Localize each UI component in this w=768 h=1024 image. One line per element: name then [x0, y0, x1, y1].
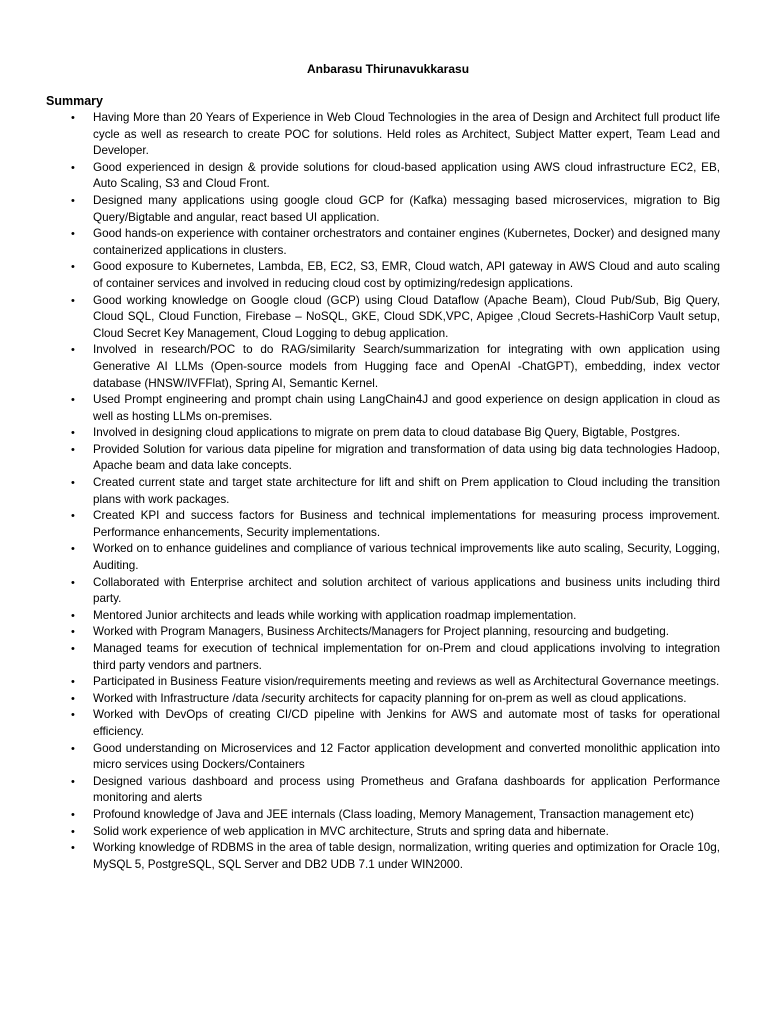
summary-item: [46, 641, 720, 674]
summary-item-text: Worked with Program Managers, Business Architects/Managers for Project planning, resourcing and budgeting.: [93, 625, 670, 639]
summary-item-text: Involved in research/POC to do RAG/similarity Search/summarization for integrating with own application using Generative AI LLMs (Open-source models from Hugging face and OpenAI -ChatGPT), embedding, index vector database (HNSW/IVFFlat), Spring AI, Semantic Kernel.: [93, 343, 720, 390]
summary-item: [46, 226, 720, 259]
summary-item: [46, 342, 720, 392]
summary-item-text: Good hands-on experience with container orchestrators and container engines (Kubernetes, Docker) and designed many containerized applications in clusters.: [93, 227, 720, 257]
bullet-icon: •: [71, 161, 75, 174]
summary-item-text: Created current state and target state architecture for lift and shift on Prem application to Cloud including the transition plans with work packages.: [93, 476, 720, 506]
summary-item: [46, 110, 720, 160]
bullet-icon: •: [71, 427, 75, 440]
summary-item: [46, 624, 720, 641]
summary-item: [46, 707, 720, 740]
bullet-icon: •: [71, 112, 75, 124]
summary-item: [46, 774, 720, 807]
bullet-icon: •: [71, 194, 75, 207]
summary-item-text: Good understanding on Microservices and 12 Factor application development and converted monolithic application into micro services using Dockers/Containers: [93, 741, 720, 772]
summary-item-text: Good experienced in design & provide solutions for cloud-based application using AWS cloud infrastructure EC2, EB, Auto Scaling, S3 and Cloud Front.: [93, 160, 720, 191]
bullet-icon: •: [71, 543, 75, 556]
summary-item-text: Designed many applications using google cloud GCP for (Kafka) messaging based microservices, migration to Big Query/Bigtable and angular, react based UI application.: [93, 193, 720, 224]
summary-item: [46, 674, 720, 691]
bullet-icon: •: [71, 609, 75, 622]
summary-item: [46, 160, 720, 193]
summary-item: [46, 824, 720, 841]
bullet-icon: •: [71, 808, 75, 821]
summary-item-text: Profound knowledge of Java and JEE internals (Class loading, Memory Management, Transaction management etc): [93, 807, 694, 821]
bullet-icon: •: [71, 825, 75, 838]
bullet-icon: •: [71, 394, 75, 407]
summary-item: [46, 259, 720, 292]
summary-item: [46, 475, 720, 508]
bullet-icon: •: [71, 742, 75, 755]
summary-item: [46, 392, 720, 425]
bullet-icon: •: [71, 842, 75, 855]
bullet-icon: •: [71, 261, 75, 274]
summary-item: [46, 541, 720, 574]
summary-item-text: Involved in designing cloud applications to migrate on prem data to cloud database Big Query, Bigtable, Postgres.: [93, 426, 681, 440]
summary-item: [46, 508, 720, 541]
summary-item-text: Having More than 20 Years of Experience in Web Cloud Technologies in the area of Design and Architect full product life cycle as well as research to create POC for solutions. Held roles as Architect, Subject Matter expert, Team Lead and Developer.: [93, 111, 720, 158]
summary-item: [46, 691, 720, 708]
summary-item: [46, 840, 720, 873]
summary-item-text: Collaborated with Enterprise architect and solution architect of various applications and business units including third party.: [93, 575, 720, 606]
bullet-icon: •: [71, 510, 75, 523]
summary-item-text: Used Prompt engineering and prompt chain using LangChain4J and good experience on design application in cloud as well as hosting LLMs on-premises.: [93, 393, 720, 423]
summary-item: [46, 608, 720, 625]
bullet-icon: •: [71, 775, 75, 788]
summary-item-text: Worked on to enhance guidelines and compliance of various technical improvements like auto scaling, Security, Logging, Auditing.: [93, 542, 720, 573]
bullet-icon: •: [71, 676, 75, 689]
summary-item-text: Working knowledge of RDBMS in the area of table design, normalization, writing queries and optimization for Oracle 10g, MySQL 5, PostgreSQL, SQL Server and DB2 UDB 7.1 under WIN2000.: [93, 841, 720, 871]
summary-item: [46, 442, 720, 475]
bullet-icon: •: [71, 294, 75, 307]
summary-item: [46, 807, 720, 824]
bullet-icon: •: [71, 692, 75, 705]
bullet-icon: •: [71, 228, 75, 241]
bullet-icon: •: [71, 477, 75, 490]
summary-item-text: Worked with Infrastructure /data /security architects for capacity planning for on-prem as well as cloud applications.: [93, 691, 687, 705]
summary-item: [46, 425, 720, 442]
summary-item: [46, 293, 720, 343]
summary-list: [46, 110, 720, 873]
summary-item-text: Designed various dashboard and process using Prometheus and Grafana dashboards for application Performance monitoring and alerts: [93, 774, 720, 805]
candidate-name: Anbarasu Thirunavukkarasu: [306, 62, 470, 76]
summary-item-text: Good working knowledge on Google cloud (GCP) using Cloud Dataflow (Apache Beam), Cloud Pub/Sub, Big Query, Cloud SQL, Cloud Function, Firebase – NoSQL, GKE, Cloud SDK,VPC, Apigee ,Cloud Secrets-HashiCorp Vault setup, Cloud Secret Key Management, Cloud Logging to debug application.: [93, 293, 720, 340]
summary-item-text: Created KPI and success factors for Business and technical implementations for measuring process improvement. Performance enhancements, Security implementations.: [93, 509, 720, 539]
summary-item-text: Provided Solution for various data pipeline for migration and transformation of data using big data technologies Hadoop, Apache beam and data lake concepts.: [93, 442, 720, 473]
bullet-icon: •: [71, 643, 75, 655]
bullet-icon: •: [71, 576, 75, 589]
summary-item-text: Participated in Business Feature vision/requirements meeting and reviews as well as Architectural Governance meetings.: [93, 675, 720, 689]
summary-heading: Summary: [46, 94, 103, 108]
summary-item: [46, 741, 720, 774]
summary-item-text: Good exposure to Kubernetes, Lambda, EB, EC2, S3, EMR, Cloud watch, API gateway in AWS Cloud and auto scaling of container services and involved in reducing cloud cost by optimizing/redesign applications.: [93, 260, 720, 290]
summary-item: [46, 575, 720, 608]
bullet-icon: •: [71, 709, 75, 722]
summary-item-text: Managed teams for execution of technical implementation for on-Prem and cloud applications involving to integration third party vendors and partners.: [93, 642, 720, 672]
summary-item: [46, 193, 720, 226]
bullet-icon: •: [71, 626, 75, 639]
bullet-icon: •: [71, 443, 75, 456]
summary-item-text: Solid work experience of web application in MVC architecture, Struts and spring data and hibernate.: [93, 824, 609, 838]
bullet-icon: •: [71, 344, 75, 357]
summary-item-text: Worked with DevOps of creating CI/CD pipeline with Jenkins for AWS and automate most of tasks for operational efficiency.: [93, 708, 720, 738]
summary-item-text: Mentored Junior architects and leads while working with application roadmap implementation.: [93, 608, 577, 622]
